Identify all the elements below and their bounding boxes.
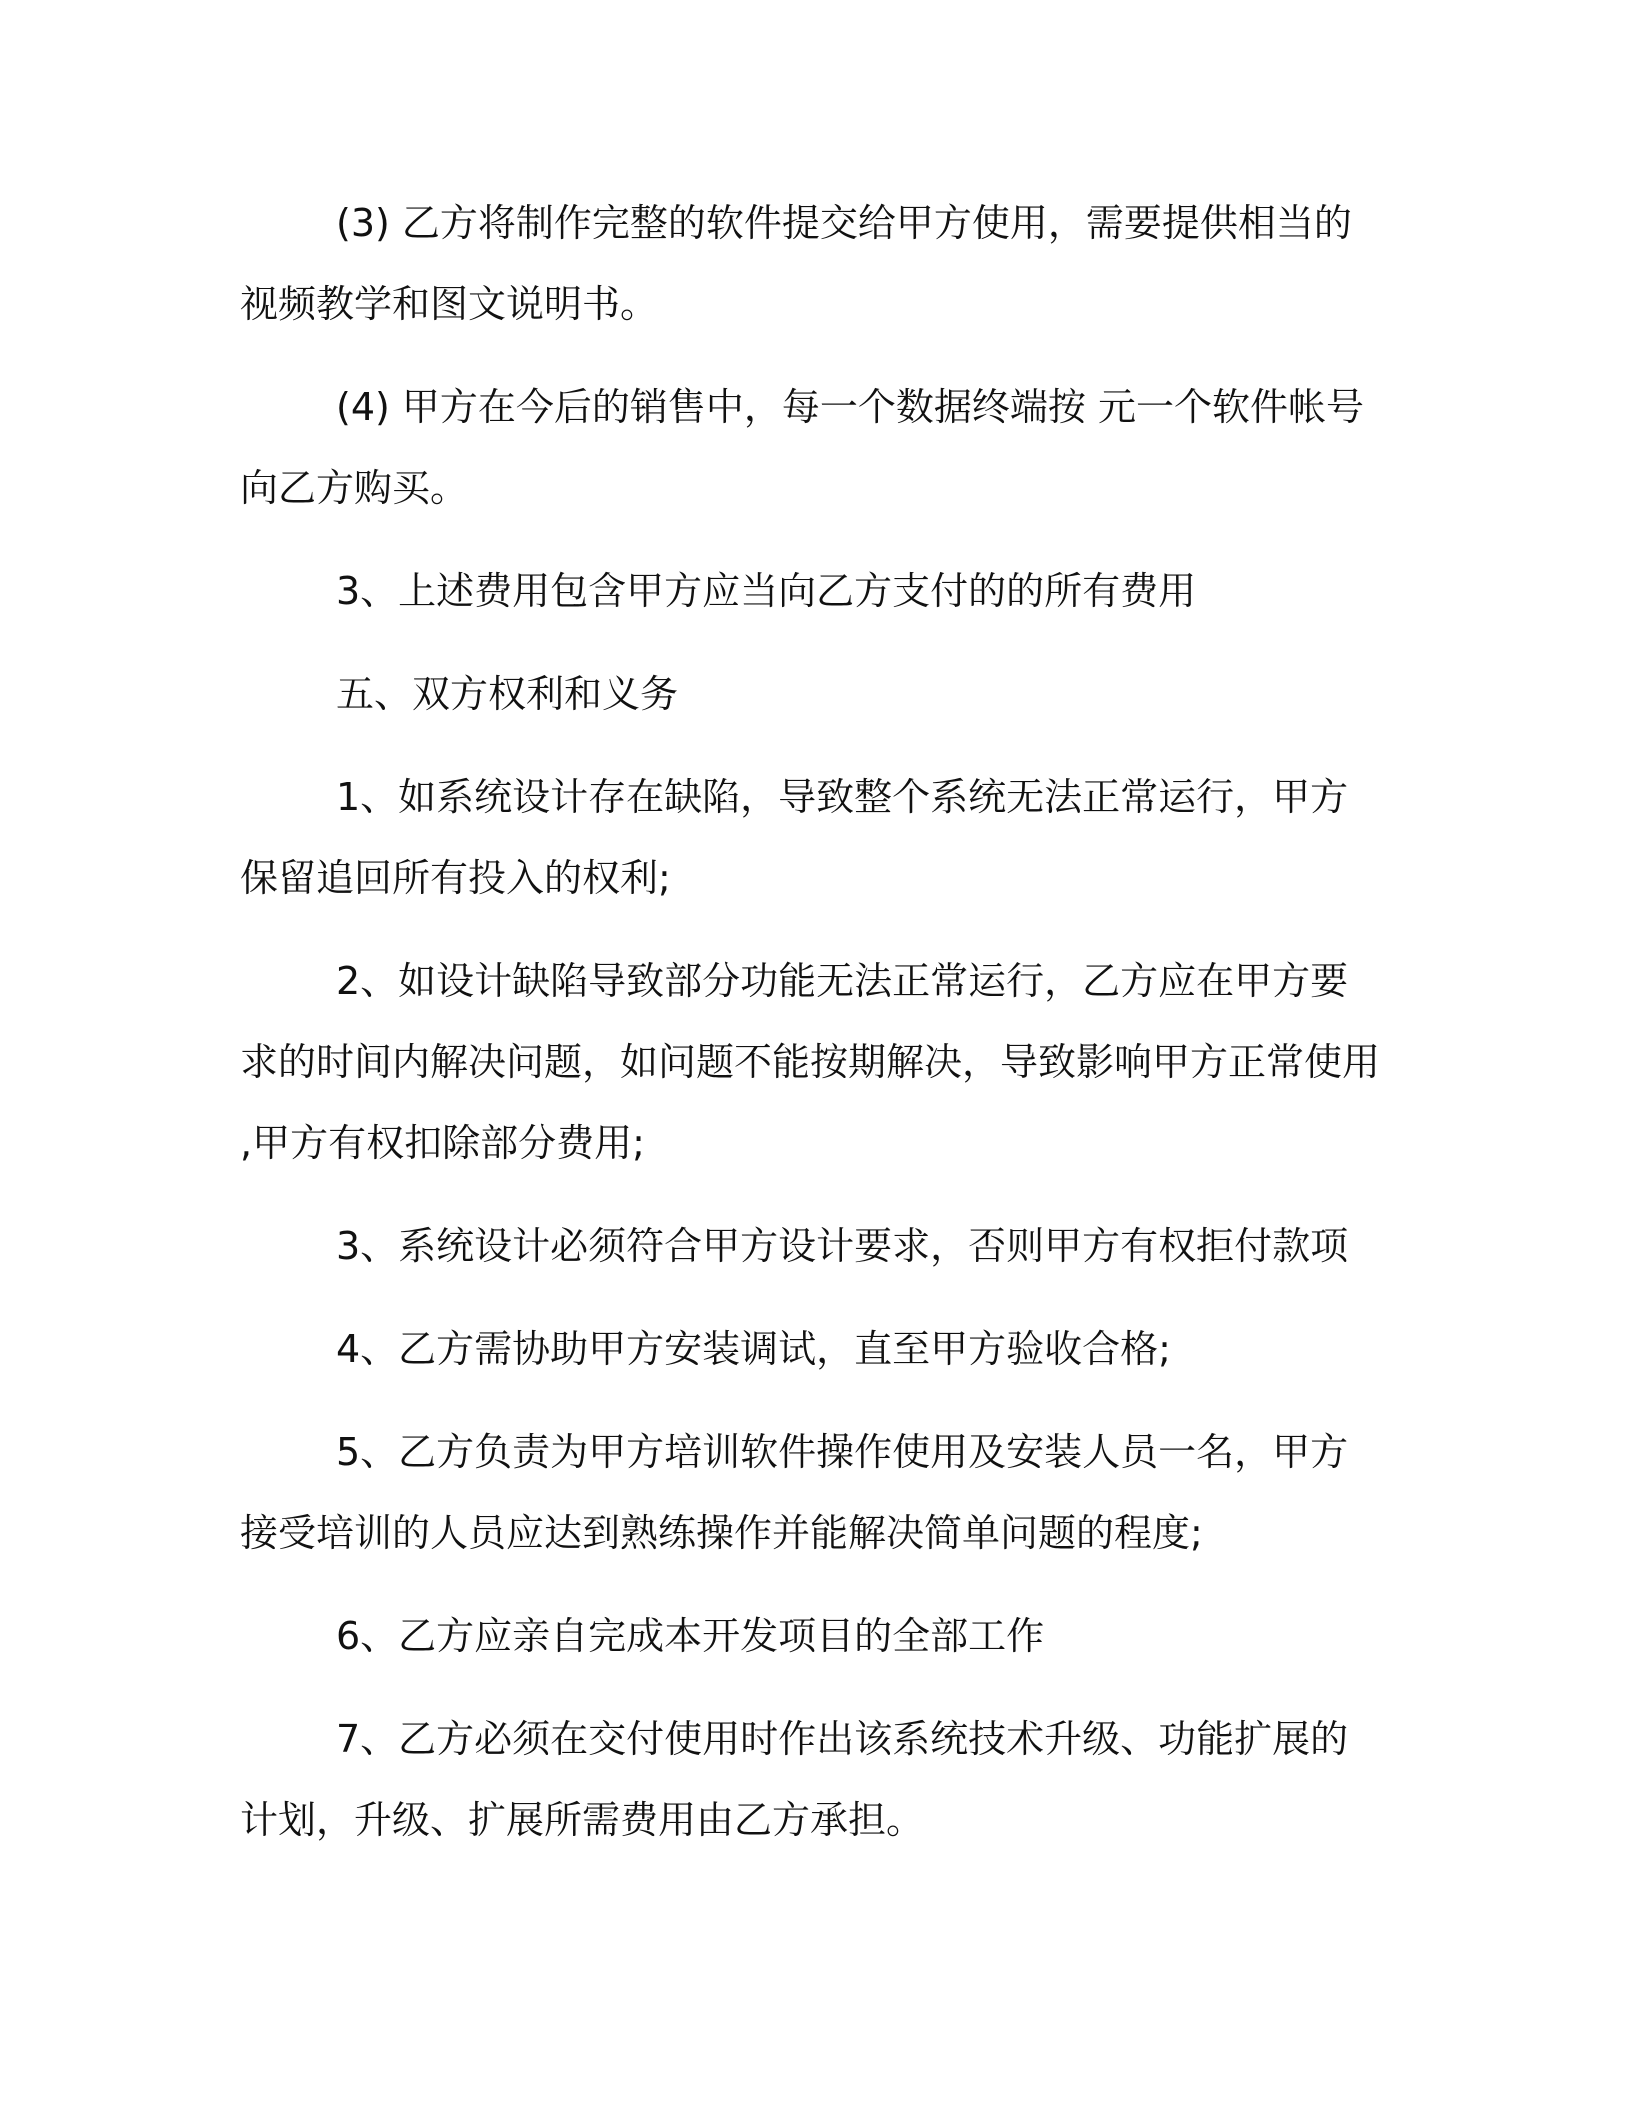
clause-2-partial-defect: 2、如设计缺陷导致部分功能无法正常运行，乙方应在甲方要求的时间内解决问题，如问题不能按期解决，导致影响甲方正常使用 ,甲方有权扣除部分费用; bbox=[240, 959, 1381, 1165]
paragraph-3-software-delivery: (3) 乙方将制作完整的软件提交给甲方使用，需要提供相当的视频教学和图文说明书。 bbox=[240, 201, 1352, 326]
clause-3-design-requirements: 3、系统设计必须符合甲方设计要求，否则甲方有权拒付款项 bbox=[336, 1224, 1349, 1268]
clause-7-upgrade-plan: 7、乙方必须在交付使用时作出该系统技术升级、功能扩展的计划，升级、扩展所需费用由乙方承担。 bbox=[240, 1717, 1349, 1842]
document-body bbox=[240, 183, 1380, 1883]
paragraph-fee-scope: 3、上述费用包含甲方应当向乙方支付的的所有费用 bbox=[336, 569, 1197, 613]
clause-1-system-defect: 1、如系统设计存在缺陷，导致整个系统无法正常运行，甲方保留追回所有投入的权利; bbox=[240, 775, 1349, 900]
clause-6-complete-work: 6、乙方应亲自完成本开发项目的全部工作 bbox=[336, 1614, 1045, 1658]
clause-5-training: 5、乙方负责为甲方培训软件操作使用及安装人员一名，甲方接受培训的人员应达到熟练操作并能解决简单问题的程度; bbox=[240, 1430, 1349, 1555]
clause-4-installation: 4、乙方需协助甲方安装调试，直至甲方验收合格; bbox=[336, 1327, 1171, 1371]
section-heading-rights-obligations: 五、双方权利和义务 bbox=[336, 672, 679, 716]
paragraph-4-account-purchase: (4) 甲方在今后的销售中，每一个数据终端按 元一个软件帐号向乙方购买。 bbox=[240, 385, 1364, 510]
